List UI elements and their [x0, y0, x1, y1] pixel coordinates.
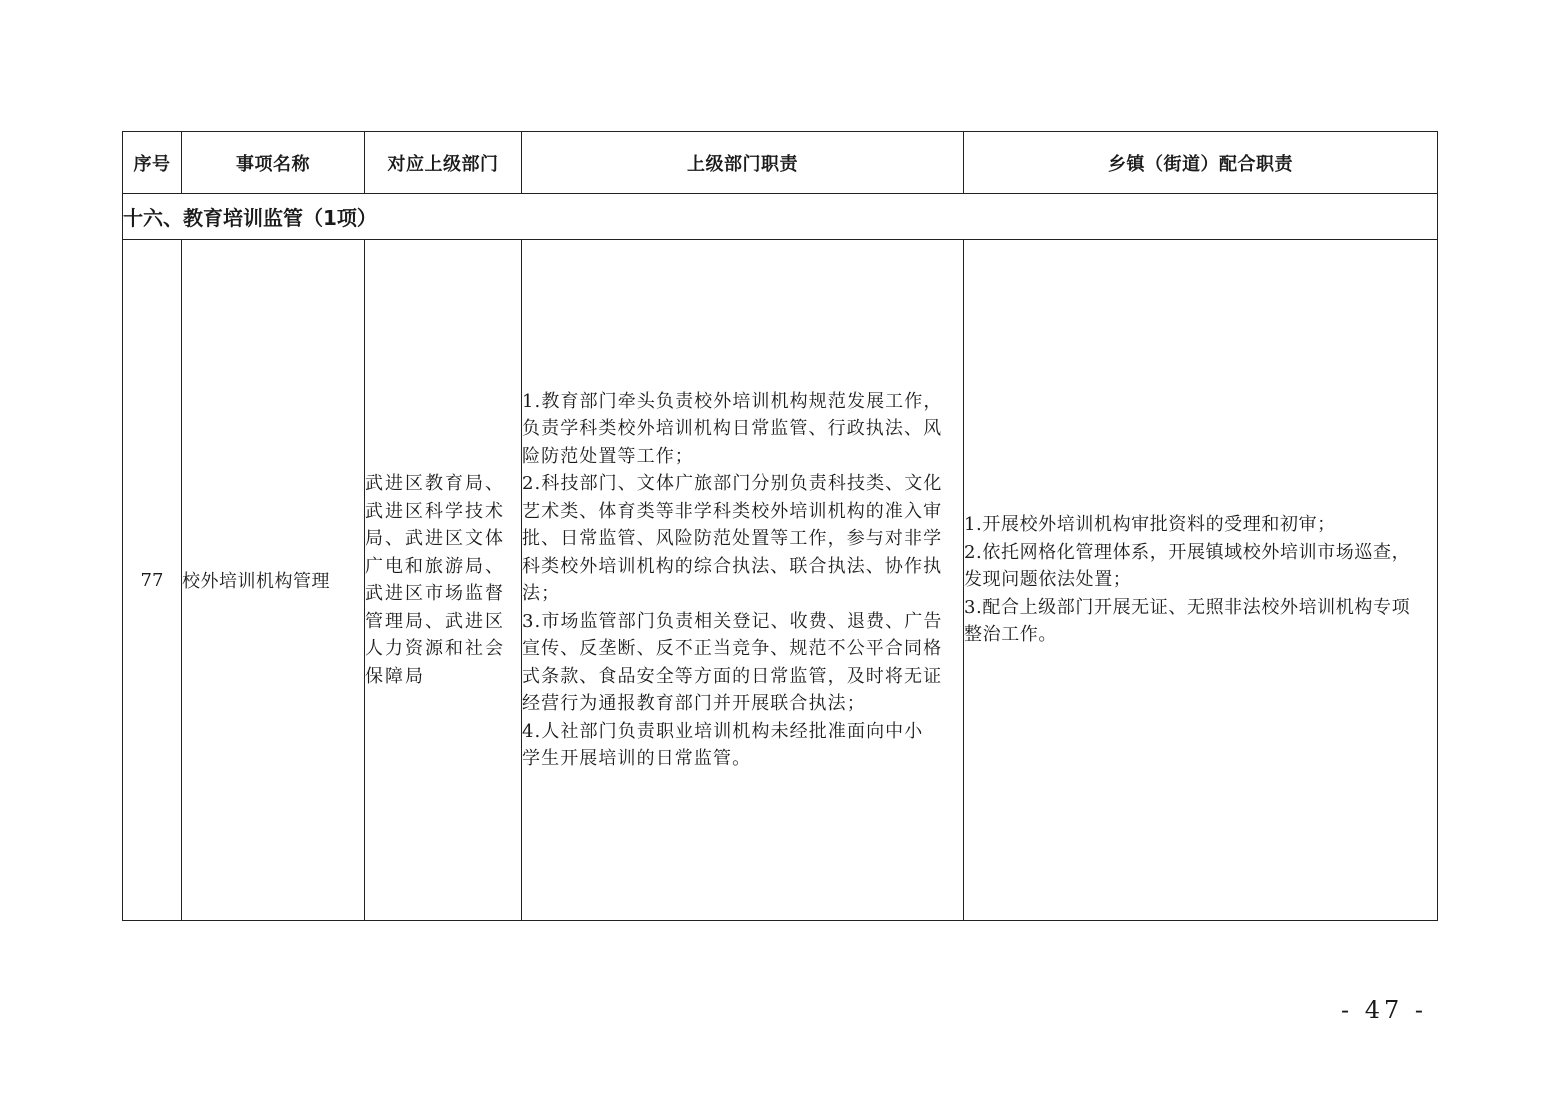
table-header-row — [123, 132, 1438, 194]
department-line: 保障局 — [365, 665, 425, 687]
table-row — [123, 240, 1438, 921]
row-item-name: 校外培训机构管理 — [182, 240, 365, 921]
header-item-name: 事项名称 — [182, 132, 365, 194]
duty-line: 2.科技部门、文体广旅部门分别负责科技类、文化 — [522, 473, 943, 494]
duty-line: 学生开展培训的日常监管。 — [522, 748, 752, 769]
header-town-duties: 乡镇（街道）配合职责 — [964, 132, 1438, 194]
duty-line: 3.市场监管部门负责相关登记、收费、退费、广告 — [522, 610, 943, 632]
header-superior-department: 对应上级部门 — [365, 132, 522, 194]
town-duty-line: 发现问题依法处置； — [964, 569, 1132, 591]
header-superior-duties: 上级部门职责 — [522, 132, 964, 194]
department-line: 管理局、武进区 — [365, 610, 505, 632]
department-line: 广电和旅游局、 — [365, 555, 505, 577]
duty-line: 经营行为通报教育部门并开展联合执法； — [522, 693, 866, 714]
page-number: - 47 - — [1340, 996, 1427, 1024]
duty-line: 批、日常监管、风险防范处置等工作，参与对非学 — [522, 528, 943, 549]
row-departments — [365, 240, 522, 921]
duty-line: 宣传、反垄断、反不正当竞争、规范不公平合同格 — [522, 638, 943, 659]
section-row — [123, 194, 1438, 240]
department-line: 武进区市场监督 — [365, 583, 505, 604]
duty-line: 艺术类、体育类等非学科类校外培训机构的准入审 — [522, 500, 943, 522]
town-duty-line: 2.依托网格化管理体系，开展镇域校外培训市场巡查， — [964, 541, 1411, 563]
duty-line: 式条款、食品安全等方面的日常监管，及时将无证 — [522, 665, 943, 687]
duty-table — [122, 131, 1438, 921]
department-line: 局、武进区文体 — [365, 528, 505, 549]
duty-line: 1.教育部门牵头负责校外培训机构规范发展工作， — [522, 390, 943, 412]
duty-line: 4.人社部门负责职业培训机构未经批准面向中小 — [522, 720, 924, 742]
department-line: 武进区教育局、 — [365, 473, 505, 494]
department-line: 人力资源和社会 — [365, 638, 505, 659]
town-duty-line: 整治工作。 — [964, 624, 1057, 646]
row-superior-duties — [522, 240, 964, 921]
row-number: 77 — [123, 240, 182, 921]
department-line: 武进区科学技术 — [365, 500, 505, 522]
section-title: 十六、教育培训监管（1项） — [123, 194, 1438, 240]
duty-line: 法； — [522, 583, 561, 604]
duty-line: 负责学科类校外培训机构日常监管、行政执法、风 — [522, 418, 943, 439]
town-duty-line: 3.配合上级部门开展无证、无照非法校外培训机构专项 — [964, 596, 1411, 618]
header-serial-number: 序号 — [123, 132, 182, 194]
town-duty-line: 1.开展校外培训机构审批资料的受理和初审； — [964, 514, 1336, 536]
duty-line: 科类校外培训机构的综合执法、联合执法、协作执 — [522, 555, 943, 577]
duty-line: 险防范处置等工作； — [522, 445, 694, 467]
row-town-duties — [964, 240, 1438, 921]
